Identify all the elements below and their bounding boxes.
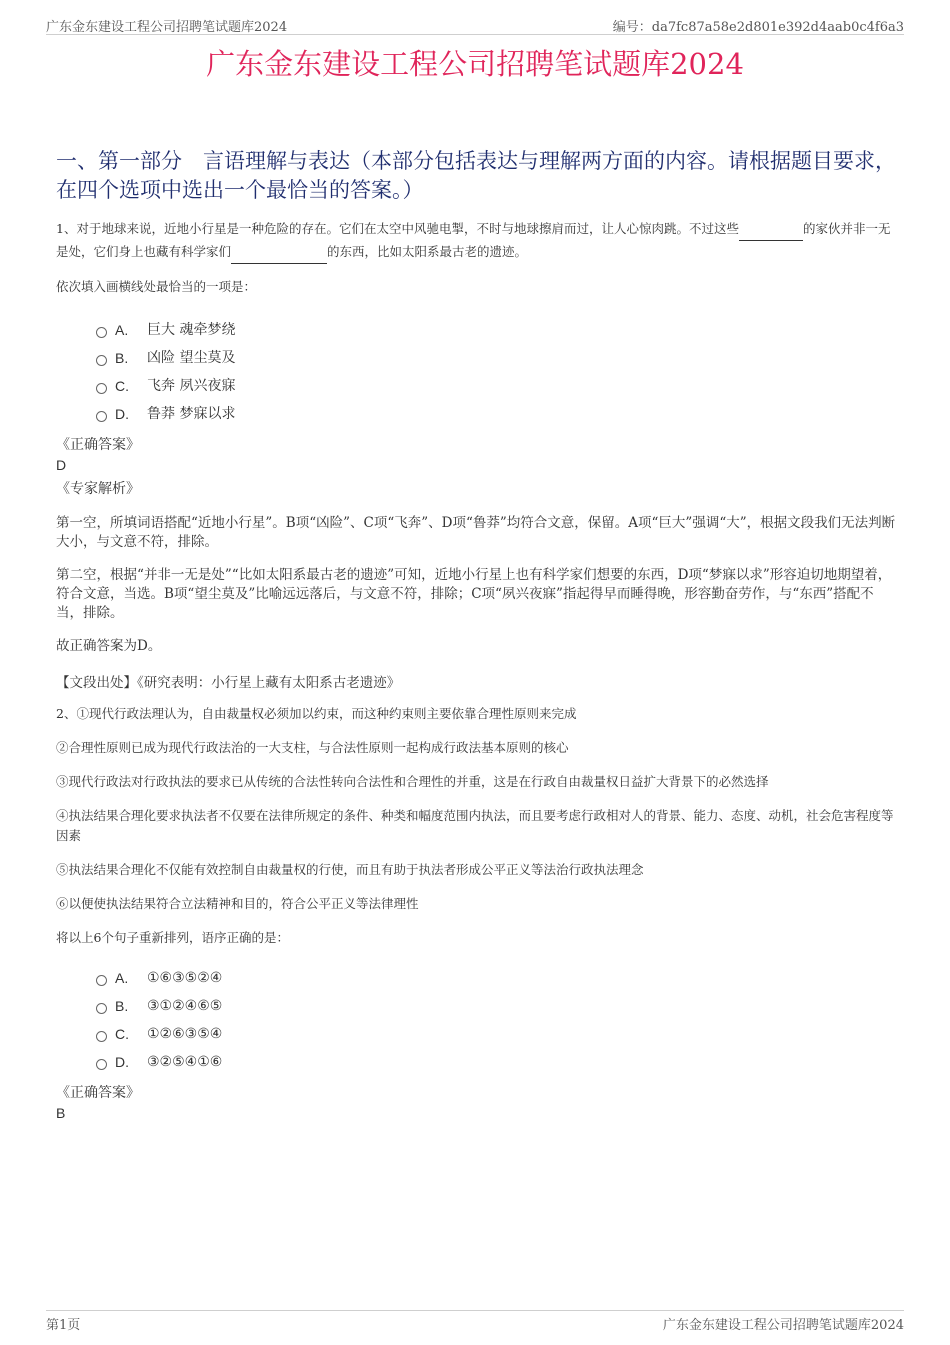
q2-option-a[interactable] [96, 964, 896, 992]
q1-text-b: 的家伙并非一无是处，它们身上也藏有科学家们 [56, 221, 891, 259]
option-letter: C. [115, 378, 129, 394]
q2-prompt: 将以上6个句子重新排列，语序正确的是： [56, 930, 289, 945]
q2-option-c[interactable] [96, 1020, 896, 1048]
radio-icon[interactable] [96, 327, 107, 338]
q2-option-b[interactable] [96, 992, 896, 1020]
radio-icon[interactable] [96, 383, 107, 394]
option-letter: C. [115, 1026, 129, 1042]
q1-text-a: 1、对于地球来说，近地小行星是一种危险的存在。它们在太空中风驰电掣，不时与地球擦肩而过，让人心惊肉跳。不过这些 [56, 221, 739, 236]
q1-analysis-3: 故正确答案为D。 [56, 638, 162, 654]
q2-line: ⑥以便使执法结果符合立法精神和目的，符合公平正义等法律理性 [56, 896, 419, 911]
page-footer [46, 1310, 904, 1333]
q1-text-c: 的东西，比如太阳系最古老的遗迹。 [327, 244, 528, 259]
section-heading: 一、第一部分 言语理解与表达（本部分包括表达与理解两方面的内容。请根据题目要求，在四个选项中选出一个最恰当的答案。） [56, 149, 896, 202]
option-letter: A. [115, 322, 129, 338]
radio-icon[interactable] [96, 411, 107, 422]
option-text: 巨大 魂牵梦绕 [147, 322, 236, 338]
radio-icon[interactable] [96, 355, 107, 366]
q1-options [96, 316, 896, 428]
header-doc-id: 编号：da7fc87a58e2d801e392d4aab0c4f6a3 [612, 20, 904, 35]
option-text: 凶险 望尘莫及 [147, 350, 236, 366]
question-2 [56, 704, 896, 948]
q1-prompt: 依次填入画横线处最恰当的一项是： [56, 279, 257, 294]
option-letter: B. [115, 350, 129, 366]
q1-analysis-label: 《专家解析》 [56, 481, 140, 497]
option-letter: B. [115, 998, 129, 1014]
option-letter: D. [115, 406, 129, 422]
option-text: ③①②④⑥⑤ [147, 998, 223, 1014]
page-title: 广东金东建设工程公司招聘笔试题库2024 [206, 47, 744, 81]
option-text: 飞奔 夙兴夜寐 [147, 378, 236, 394]
q1-option-c[interactable] [96, 372, 896, 400]
option-text: 鲁莽 梦寐以求 [147, 406, 236, 422]
page-header [46, 14, 904, 35]
option-text: ③②⑤④①⑥ [147, 1054, 223, 1070]
radio-icon[interactable] [96, 1003, 107, 1014]
option-text: ①⑥③⑤②④ [147, 970, 223, 986]
radio-icon[interactable] [96, 1059, 107, 1070]
q1-option-a[interactable] [96, 316, 896, 344]
q1-option-b[interactable] [96, 344, 896, 372]
q2-line: ②合理性原则已成为现代行政法治的一大支柱，与合法性原则一起构成行政法基本原则的核心 [56, 740, 569, 755]
q1-answer: D [56, 457, 67, 473]
q2-line: 2、①现代行政法理认为，自由裁量权必须加以约束，而这种约束则主要依靠合理性原则来完成 [56, 706, 577, 721]
q1-blank-2 [231, 241, 327, 264]
q2-line: ⑤执法结果合理化不仅能有效控制自由裁量权的行使，而且有助于执法者形成公平正义等法治行政执法理念 [56, 862, 644, 877]
q1-source: 【文段出处】《研究表明：小行星上藏有太阳系古老遗迹》 [56, 675, 401, 691]
radio-icon[interactable] [96, 1031, 107, 1042]
question-1-stem [56, 218, 896, 264]
q1-blank-1 [739, 218, 803, 241]
option-letter: A. [115, 970, 129, 986]
header-left: 广东金东建设工程公司招聘笔试题库2024 [46, 20, 288, 35]
q2-option-d[interactable] [96, 1048, 896, 1076]
page-number: 第1页 [46, 1318, 81, 1333]
q1-analysis-2: 第二空，根据“并非一无是处”“比如太阳系最古老的遗迹”可知，近地小行星上也有科学家们想要的东西，D项“梦寐以求”形容迫切地期望着，符合文意，当选。B项“望尘莫及”比喻远远落后，与文意不符，排除；C项“夙兴夜寐”指起得早而睡得晚，形容勤奋劳作，与“东西”搭配不当，排除。 [56, 567, 892, 621]
q2-options [96, 964, 896, 1076]
content [56, 218, 896, 1122]
footer-title: 广东金东建设工程公司招聘笔试题库2024 [662, 1318, 904, 1333]
q2-answer-label: 《正确答案》 [56, 1085, 140, 1101]
option-text: ①②⑥③⑤④ [147, 1026, 223, 1042]
option-letter: D. [115, 1054, 129, 1070]
q1-analysis-1: 第一空，所填词语搭配“近地小行星”。B项“凶险”、C项“飞奔”、D项“鲁莽”均符合文意，保留。A项“巨大”强调“大”，根据文段我们无法判断大小，与文意不符，排除。 [56, 515, 896, 550]
q2-answer: B [56, 1105, 66, 1121]
q2-line: ③现代行政法对行政执法的要求已从传统的合法性转向合法性和合理性的并重，这是在行政自由裁量权日益扩大背景下的必然选择 [56, 774, 769, 789]
q2-line: ④执法结果合理化要求执法者不仅要在法律所规定的条件、种类和幅度范围内执法，而且要考虑行政相对人的背景、能力、态度、动机，社会危害程度等因素 [56, 808, 894, 843]
q1-option-d[interactable] [96, 400, 896, 428]
q1-answer-label: 《正确答案》 [56, 437, 140, 453]
radio-icon[interactable] [96, 975, 107, 986]
